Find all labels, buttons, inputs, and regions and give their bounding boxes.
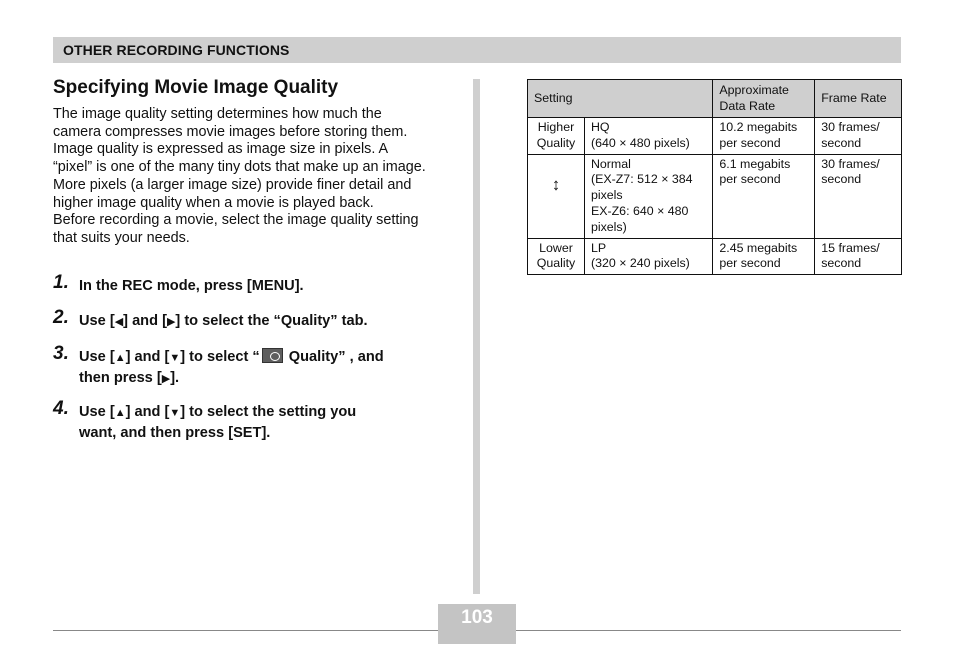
intro-line: higher image quality when a movie is played back.: [53, 194, 374, 211]
table-row: [528, 238, 902, 275]
up-down-arrow-icon: ↕: [551, 174, 561, 194]
step-text: In the REC mode, press [MENU].: [79, 278, 304, 294]
table-row: [528, 118, 902, 155]
movie-mode-icon: [262, 348, 283, 363]
step-2: [53, 307, 453, 332]
header-frame-rate: Frame Rate: [815, 80, 902, 118]
frame-rate-cell: 15 frames/ second: [815, 238, 902, 275]
header-setting: Setting: [528, 80, 713, 118]
step-number: 4.: [53, 398, 69, 419]
right-arrow-icon: ▶: [161, 373, 171, 385]
section-header: [53, 37, 901, 63]
step-text: Use [▲] and [▼] to select the setting you want, and then press [SET].: [79, 404, 357, 441]
step-number: 1.: [53, 272, 69, 293]
level-cell: Higher Quality: [528, 118, 585, 155]
right-arrow-icon: ▶: [166, 316, 176, 328]
setting-cell: LP (320 × 240 pixels): [584, 238, 712, 275]
intro-paragraph: [53, 106, 458, 248]
intro-line: The image quality setting determines how much the: [53, 106, 382, 122]
intro-line: More pixels (a larger image size) provide finer detail and: [53, 176, 412, 193]
table-row: [528, 154, 902, 238]
intro-line: Before recording a movie, select the image quality setting: [53, 212, 419, 229]
step-3: [53, 343, 453, 389]
up-arrow-icon: ▲: [114, 352, 126, 364]
data-rate-cell: 10.2 megabits per second: [713, 118, 815, 155]
setting-cell: Normal (EX-Z7: 512 × 384 pixels EX-Z6: 640 × 480 pixels): [584, 154, 712, 238]
level-cell: Lower Quality: [528, 238, 585, 275]
quality-table: [527, 79, 902, 275]
left-arrow-icon: ◀: [114, 316, 124, 328]
intro-line: “pixel” is one of the many tiny dots that make up an image.: [53, 159, 426, 176]
up-arrow-icon: ▲: [114, 407, 126, 419]
step-text: Use [▲] and [▼] to select “ Quality” , and then press [▶].: [79, 349, 384, 386]
intro-line: that suits your needs.: [53, 229, 190, 246]
down-arrow-icon: ▼: [169, 407, 181, 419]
frame-rate-cell: 30 frames/ second: [815, 154, 902, 238]
frame-rate-cell: 30 frames/ second: [815, 118, 902, 155]
level-cell: [528, 154, 585, 238]
section-title: OTHER RECORDING FUNCTIONS: [63, 42, 290, 58]
intro-line: Image quality is expressed as image size in pixels. A: [53, 141, 389, 158]
step-4: [53, 398, 453, 443]
intro-line: camera compresses movie images before storing them.: [53, 123, 408, 140]
step-text: Use [◀] and [▶] to select the “Quality” tab.: [79, 313, 368, 329]
step-number: 2.: [53, 307, 69, 328]
step-1: [53, 272, 453, 296]
data-rate-cell: 2.45 megabits per second: [713, 238, 815, 275]
header-data-rate: Approximate Data Rate: [713, 80, 815, 118]
page-title: Specifying Movie Image Quality: [53, 77, 339, 98]
column-divider: [473, 79, 480, 594]
down-arrow-icon: ▼: [169, 352, 181, 364]
page-number: 103: [438, 604, 516, 644]
step-number: 3.: [53, 343, 69, 364]
setting-cell: HQ (640 × 480 pixels): [584, 118, 712, 155]
data-rate-cell: 6.1 megabits per second: [713, 154, 815, 238]
table-header-row: [528, 80, 902, 118]
